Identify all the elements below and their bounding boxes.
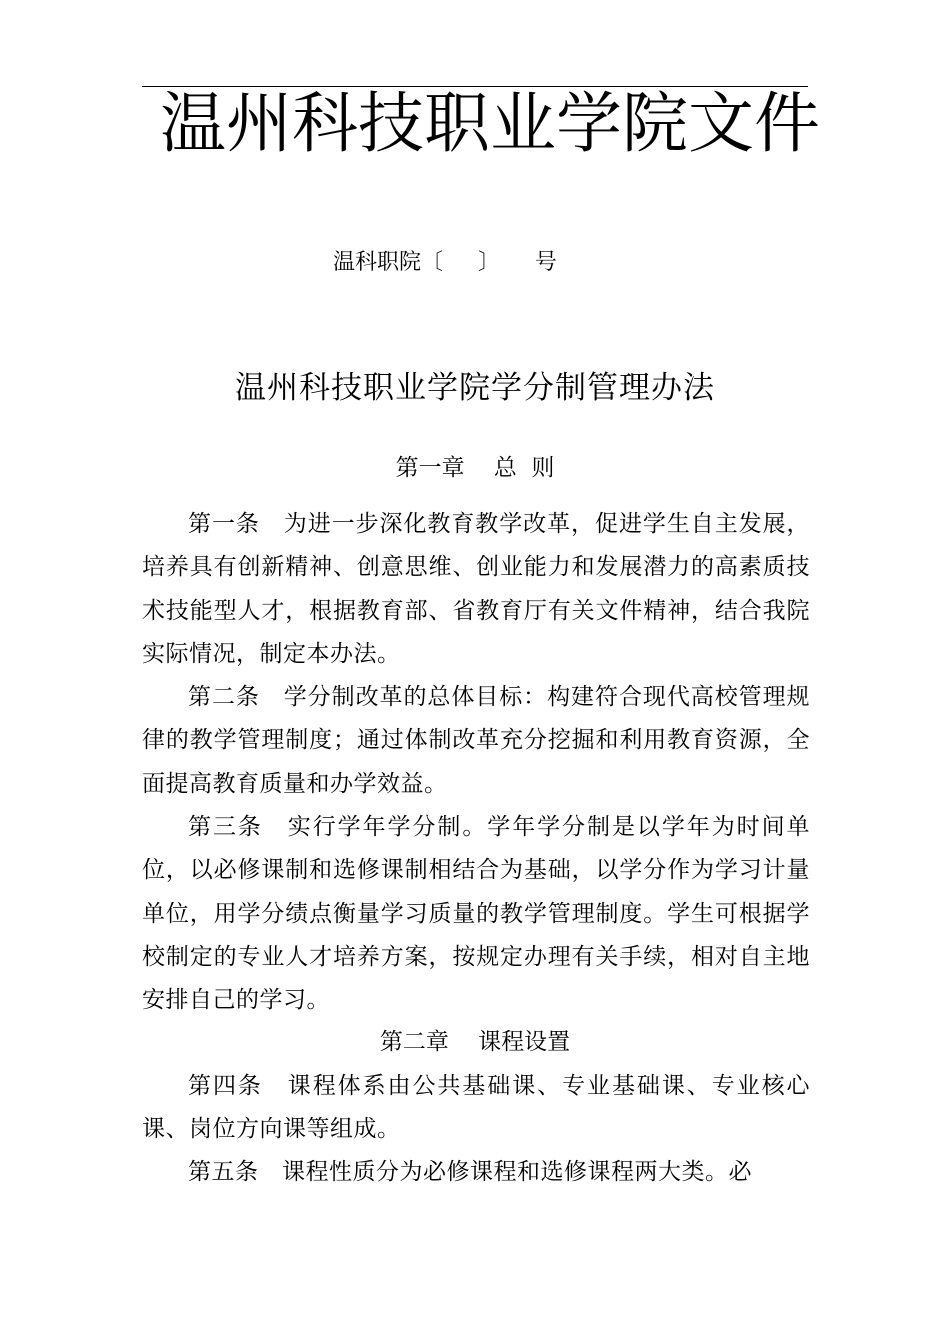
article-4-text: 课程体系由公共基础课、专业基础课、专业核心课、岗位方向课等组成。 bbox=[142, 1073, 810, 1143]
article-3-text: 实行学年学分制。学年学分制是以学年为时间单位，以必修课制和选修课制相结合为基础，以学分作为学习计量单位，用学分绩点衡量学习质量的教学管理制度。学生可根据学校制定的专业人才培养方案，按规定办理有关手续，相对自主地安排自己的学习。 bbox=[142, 814, 810, 1014]
article-5 bbox=[142, 1151, 810, 1194]
document-org-title: 温州科技职业学院文件 bbox=[160, 85, 820, 162]
document-number-line bbox=[0, 218, 950, 278]
article-1-label: 第一条 bbox=[188, 511, 260, 537]
article-4 bbox=[142, 1065, 810, 1152]
article-3-label: 第三条 bbox=[188, 814, 263, 840]
article-1 bbox=[142, 503, 810, 676]
article-1-text: 为进一步深化教育教学改革，促进学生自主发展，培养具有创新精神、创意思维、创业能力和发展潜力的高素质技术技能型人才，根据教育部、省教育厅有关文件精神，结合我院实际情况，制定本办法。 bbox=[142, 511, 811, 667]
article-4-label: 第四条 bbox=[188, 1073, 263, 1099]
policy-title: 温州科技职业学院学分制管理办法 bbox=[235, 370, 715, 406]
article-5-label: 第五条 bbox=[188, 1159, 259, 1185]
chapter-heading-1: 第一章 总 则 bbox=[395, 455, 555, 481]
chapter-heading-2: 第二章 课程设置 bbox=[379, 1029, 571, 1055]
article-2 bbox=[142, 676, 810, 806]
article-2-label: 第二条 bbox=[188, 684, 260, 710]
article-5-text: 课程性质分为必修课程和选修课程两大类。必 bbox=[282, 1159, 752, 1185]
document-number: 温科职院〔 〕 号 bbox=[333, 250, 557, 275]
article-2-text: 学分制改革的总体目标：构建符合现代高校管理规律的教学管理制度；通过体制改革充分挖掘和利用教育资源，全面提高教育质量和办学效益。 bbox=[142, 684, 811, 797]
article-3 bbox=[142, 806, 810, 1022]
